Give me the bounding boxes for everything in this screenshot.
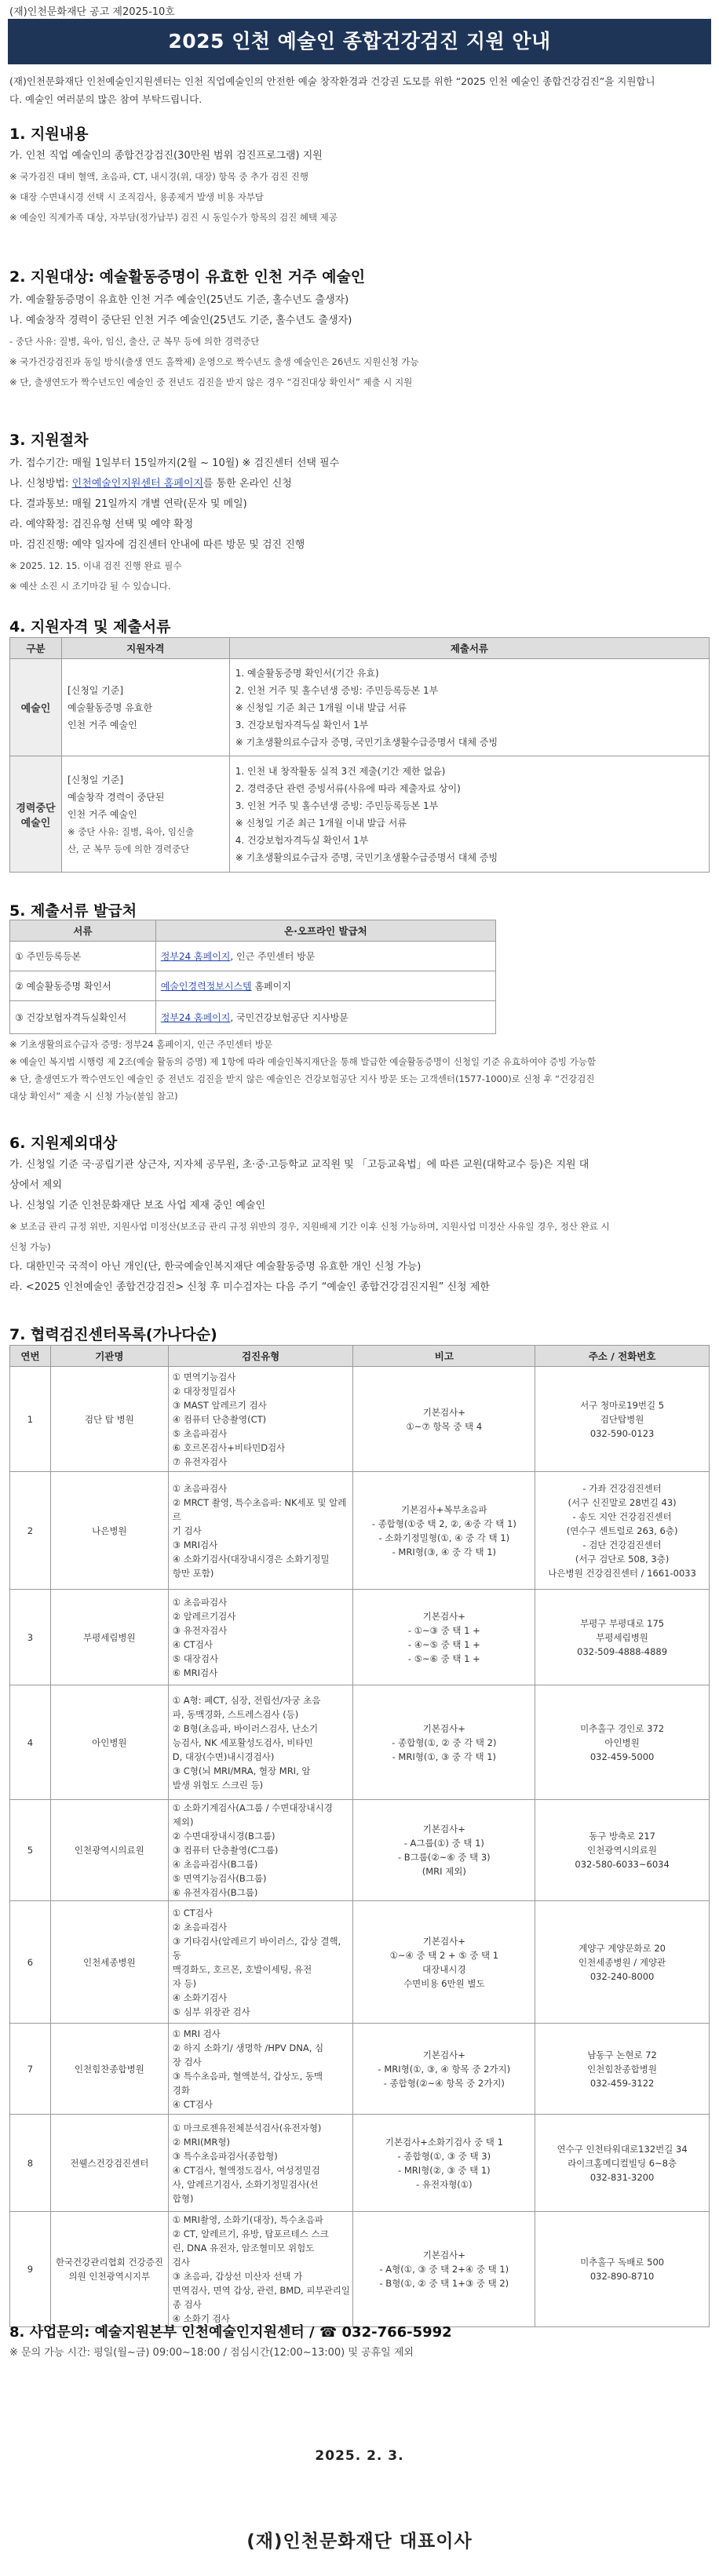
page-title: 2025 인천 예술인 종합건강검진 지원 안내: [8, 19, 711, 64]
remark-line: 수면비용 6만원 별도: [403, 1977, 485, 1989]
row-documents: [229, 659, 709, 756]
center-address: [535, 1590, 710, 1685]
center-name: 한국건강관리협회 건강증진의원 인천광역시지부: [50, 2212, 168, 2327]
eligibility-line: 나. 예술창작 경력이 중단된 인천 거주 예술인(25년도 기준, 홀수년도 출생자): [9, 315, 352, 326]
exam-type-line: ⑤ 면역기능검사(B그룹): [172, 1873, 267, 1884]
remark-line: - MRI형(①, ③, ④ 항목 중 2가지): [378, 2063, 511, 2075]
section-exclusions-body: [9, 1155, 710, 1298]
exam-type-line: ③ 컴퓨터 단층촬영(C그룹): [172, 1845, 279, 1856]
qual-line: ※ 중단 사유: 질병, 육아, 임신출: [67, 825, 195, 837]
exam-type-line: ② 초음파검사: [172, 1921, 228, 1933]
center-number: 8: [10, 2115, 51, 2212]
centers-table: [9, 1345, 710, 2327]
issuer-notes: [9, 1036, 710, 1105]
address-line: 032-459-5000: [589, 1751, 655, 1762]
table-header-row: [10, 920, 496, 942]
center-exam-types: [168, 1472, 353, 1590]
address-line: 부평구 부평대로 175: [580, 1617, 665, 1629]
issuer-place: [155, 971, 495, 1001]
notice-number: (재)인천문화재단 공고 제2025-10호: [9, 6, 175, 18]
address-line: 연수구 인천타워대로132번길 34: [557, 2143, 688, 2155]
exam-type-line: ④ CT검사, 혈액정도검사, 여성정밀검: [172, 2164, 320, 2176]
doc-line: ※ 신청일 기준 최근 1개월 이내 발급 서류: [235, 817, 407, 829]
doc-line: 1. 예술활동증명 확인서(기간 유효): [235, 667, 379, 679]
support-line: 가. 인천 직업 예술인의 종합건강검진(30만원 범위 검진프로그램) 지원: [9, 150, 323, 162]
table-header: 기관명: [50, 1346, 168, 1367]
center-exam-types: [168, 1685, 353, 1800]
exam-type-line: 사, 알레르기검사, 소화기정밀검사(선: [172, 2178, 319, 2190]
exam-type-line: ② 알레르기검사: [172, 1610, 236, 1622]
remark-line: - ④~⑤ 중 택 1 +: [407, 1638, 480, 1650]
center-name: 부평세림병원: [50, 1590, 168, 1685]
exam-type-line: 파, 동맥경화, 스트레스검사 (등): [172, 1708, 299, 1720]
center-number: 6: [10, 1901, 51, 2024]
exam-type-line: 제외): [172, 1816, 194, 1827]
procedure-line: 가. 접수기간: 매월 1일부터 15일까지(2월 ~ 10월) ※ 검진센터 선택 필수: [9, 457, 340, 469]
qual-line: [신청일 기준]: [67, 774, 124, 785]
exam-type-line: 항만 포함): [172, 1567, 214, 1579]
exam-type-line: ⑦ 유전자검사: [172, 1456, 228, 1467]
gov24-link[interactable]: 정부24 홈페이지: [160, 951, 231, 962]
center-remarks: [353, 1800, 535, 1901]
qual-line: 예술창작 경력이 중단된: [67, 791, 165, 803]
address-line: 계양구 계양문화로 20: [578, 1942, 666, 1954]
address-line: 032-459-3122: [589, 2077, 655, 2089]
center-number: 3: [10, 1590, 51, 1685]
centers-table-body: [10, 1367, 710, 2327]
address-line: - 송도 지안 건강검진센터: [572, 1510, 672, 1522]
address-line: 남동구 논현로 72: [587, 2049, 657, 2060]
table-row: [10, 1800, 710, 1901]
issuer-doc: ② 예술활동증명 확인서: [10, 971, 156, 1001]
doc-line: 1. 인천 내 창작활동 실적 3건 제출(기간 제한 없음): [235, 765, 446, 777]
center-name: 전웰스건강검진센터: [50, 2115, 168, 2212]
exclusion-note: 신청 가능): [9, 1241, 51, 1252]
center-exam-types: [168, 1901, 353, 2024]
exam-type-line: ② B형(초음파, 바이러스검사, 난소기: [172, 1722, 319, 1734]
row-type: 예술인: [10, 659, 62, 756]
address-line: 검단탑병원: [600, 1413, 644, 1425]
remark-line: - 종합형(②~④ 항목 중 2가지): [383, 2077, 505, 2089]
section-title-eligibility: 2. 지원대상: 예술활동증명이 유효한 인천 거주 예술인: [9, 268, 366, 286]
table-header: 서류: [10, 920, 156, 942]
issuer-signature: (재)인천문화재단 대표이사: [246, 2531, 473, 2552]
notice-date: 2025. 2. 3.: [315, 2448, 404, 2464]
qual-line: [신청일 기준]: [67, 684, 124, 696]
qual-line: 산, 군 복무 등에 의한 경력중단: [67, 843, 190, 854]
center-name: 인천힘찬종합병원: [50, 2024, 168, 2115]
section-contact: [9, 2323, 710, 2363]
table-header: 지원자격: [61, 638, 229, 659]
remark-line: ①~④ 중 택 2 + ⑤ 중 택 1: [389, 1949, 499, 1961]
issuer-rest: , 국민건강보험공단 지사방문: [230, 1012, 349, 1023]
procedure-line: 마. 검진진행: 예약 일자에 검진센터 안내에 따른 방문 및 검진 진행: [9, 539, 305, 551]
remark-line: - MRI형(③, ④ 중 각 택 1): [392, 1546, 497, 1558]
exam-type-line: ④ 컴퓨터 단층촬영(CT): [172, 1413, 267, 1425]
center-exam-types: [168, 1800, 353, 1901]
exam-type-line: ② CT, 알레르기, 유방, 탑포르테스 스크: [172, 2228, 329, 2239]
doc-line: 2. 인천 거주 및 홀수년생 증빙: 주민등록등본 1부: [235, 684, 439, 696]
center-address: [535, 1901, 710, 2024]
intro-text: [9, 72, 710, 108]
procedure-note: ※ 예산 소진 시 조기마감 될 수 있습니다.: [9, 581, 171, 592]
remark-line: - A형(①, ③ 중 택 2+④ 중 택 1): [379, 2264, 509, 2275]
table-row: [10, 2115, 710, 2212]
artist-career-system-link[interactable]: 예술인경력정보시스템: [160, 981, 252, 992]
address-line: 032-831-3200: [589, 2171, 655, 2183]
center-exam-types: [168, 2212, 353, 2327]
exam-type-line: ⑤ 심부 위장관 검사: [172, 2006, 250, 2017]
eligibility-line: 가. 예술활동증명이 유효한 인천 거주 예술인(25년도 기준, 홀수년도 출생자): [9, 294, 349, 306]
address-line: 부평세림병원: [596, 1631, 648, 1643]
qual-line: 인천 거주 예술인: [67, 808, 137, 820]
exam-type-line: 면역검사, 면역 갑상, 관련, BMD, 피부관리일종 검사: [172, 2285, 350, 2310]
exclusion-line: 다. 대한민국 국적이 아닌 개인(단, 한국예술인복지재단 예술활동증명 유효한 개인 신청 가능): [9, 1261, 422, 1273]
exam-type-line: ① 마크로젠유전체분석검사(유전자형): [172, 2122, 322, 2133]
exclusion-line: 상에서 제외: [9, 1179, 62, 1191]
center-number: 7: [10, 2024, 51, 2115]
section-procedure-body: [9, 454, 710, 596]
center-address: [535, 1367, 710, 1472]
exclusion-line: 가. 신청일 기준 국·공립기관 상근자, 지자체 공무원, 초·중·고등학교 교직원 및 「고등교육법」에 따른 교원(대학교수 등)은 지원 대: [9, 1159, 589, 1171]
center-exam-types: [168, 2115, 353, 2212]
exam-type-line: ③ 특수초음파, 혈액분석, 갑상도, 동맥: [172, 2070, 323, 2082]
address-line: 032-580-6033~6034: [575, 1859, 670, 1870]
table-header-row: [10, 1346, 710, 1367]
address-line: 032-240-8000: [589, 1970, 655, 1982]
exam-type-line: ⑤ 대장검사: [172, 1652, 219, 1664]
center-remarks: [353, 1472, 535, 1590]
doc-line: ※ 기초생활의료수급자 증명, 국민기초생활수급증명서 대체 증빙: [235, 851, 498, 863]
exam-type-line: ① 초음파검사: [172, 1482, 228, 1494]
exam-type-line: ④ 초음파검사(B그룹): [172, 1859, 258, 1870]
center-number: 4: [10, 1685, 51, 1800]
issuer-table: [9, 920, 496, 1034]
center-address: [535, 1472, 710, 1590]
exam-type-line: 기 검사: [172, 1525, 202, 1536]
eligibility-note: ※ 국가건강검진과 동일 방식(출생 연도 홀짝제) 운영으로 짝수년도 출생 예술인은 26년도 지원신청 가능: [9, 356, 419, 367]
gov24-link[interactable]: 정부24 홈페이지: [160, 1012, 231, 1023]
doc-line: ※ 기초생활의료수급자 증명, 국민기초생활수급증명서 대체 증빙: [235, 736, 498, 748]
exam-type-line: 합형): [172, 2192, 194, 2204]
issuer-note: ※ 예술인 복지법 시행령 제 2조(예술 활동의 증명) 제 1항에 따라 예술인복지재단을 통해 발급한 예술활동증명이 신청일 기준 유효하여야 증빙 가능함: [9, 1056, 597, 1067]
center-address: [535, 2115, 710, 2212]
apply-suffix: 를 통한 온라인 신청: [203, 478, 292, 490]
exam-type-line: ③ C형(뇌 MRI/MRA, 혈장 MRI, 암: [172, 1765, 311, 1776]
procedure-line: 라. 예약확정: 검진유형 선택 및 예약 확정: [9, 519, 194, 530]
exam-type-line: ③ 기타검사(알레르기 바이러스, 갑상 결핵, 동: [172, 1935, 341, 1961]
remark-line: 기본검사+복부초음파: [401, 1503, 487, 1515]
procedure-line: 다. 결과통보: 매월 21일까지 개별 연락(문자 및 메일): [9, 498, 247, 510]
section-support-body: [9, 146, 710, 228]
exam-type-line: ① A형: 폐CT, 심장, 전립선/자궁 초음: [172, 1694, 321, 1706]
table-row: [10, 1901, 710, 2024]
exam-type-line: ③ 초음파, 갑상선 미산자 선택 가: [172, 2271, 303, 2282]
exam-type-line: ① 면역기능검사: [172, 1371, 236, 1383]
center-remarks: [353, 1685, 535, 1800]
exam-type-line: 장 검사: [172, 2056, 202, 2068]
remark-line: - A그룹(①) 중 택 1): [403, 1838, 484, 1849]
exam-type-line: ① MRI 검사: [172, 2028, 221, 2039]
intro-line: (재)인천문화재단 인천예술인지원센터는 인천 직업예술인의 안전한 예술 창작환경과 건강권 도모를 위한 “2025 인천 예술인 종합건강검진”을 지원합니: [9, 75, 655, 87]
address-line: - 검단 건강검진센터: [582, 1539, 662, 1550]
support-note: ※ 국가검진 대비 혈액, 초음파, CT, 내시경(위, 대장) 항목 중 추가 검진 진행: [9, 171, 308, 182]
table-header: 온·오프라인 발급처: [155, 920, 495, 942]
contact-line: 8. 사업문의: 예술지원본부 인천예술인지원센터 / ☎ 032-766-5992: [9, 2324, 452, 2341]
section-title-centers: 7. 협력검진센터목록(가나다순): [9, 1326, 217, 1343]
remark-line: - MRI형(①, ③ 중 각 택 1): [392, 1751, 497, 1762]
issuer-note: ※ 기초생활의료수급자 증명: 정부24 홈페이지, 인근 주민센터 방문: [9, 1039, 273, 1050]
exam-type-line: ① MRI촬영, 소화기(대장), 특수초음파: [172, 2214, 323, 2225]
table-row: [10, 1001, 496, 1034]
center-number: 2: [10, 1472, 51, 1590]
table-row: [10, 1590, 710, 1685]
remark-line: 기본검사+: [422, 1824, 465, 1835]
address-line: 032-890-8710: [589, 2271, 655, 2282]
issuer-doc: ③ 건강보험자격득실확인서: [10, 1001, 156, 1034]
contact-note: ※ 문의 가능 시간: 평일(월~금) 09:00~18:00 / 점심시간(12:00~13:00) 및 공휴일 제외: [9, 2347, 414, 2359]
exam-type-line: ④ 소화기검사(대장내시경은 소화기정밀: [172, 1553, 330, 1565]
center-number: 5: [10, 1800, 51, 1901]
exam-type-line: 경화: [172, 2084, 190, 2096]
remark-line: - 종합형(①, ③ 중 택 3): [397, 2150, 491, 2162]
table-row: [10, 971, 496, 1001]
intro-line: 다. 예술인 여러분의 많은 참여 부탁드립니다.: [9, 93, 203, 105]
exclusion-note: ※ 보조금 관리 규정 위반, 지원사업 미정산(보조금 관리 규정 위반의 경우, 지원배제 기간 이후 신청 가능하며, 지원사업 미정산 사유일 경우, 정산 완료 시: [9, 1221, 610, 1232]
center-number: 1: [10, 1367, 51, 1472]
address-line: 미추홀구 독배로 500: [580, 2257, 665, 2268]
issuer-doc: ① 주민등록등본: [10, 942, 156, 971]
qual-line: 인천 거주 예술인: [67, 719, 137, 731]
address-line: 서구 청마로19번길 5: [580, 1399, 665, 1411]
doc-line: 2. 경력중단 관련 증빙서류(사유에 따라 제출자료 상이): [235, 782, 461, 794]
exam-type-line: ③ MRI검사: [172, 1539, 218, 1550]
exam-type-line: ① 소화기계검사(A그룹 / 수면대장내시경: [172, 1802, 333, 1813]
exam-type-line: ② 수면대장내시경(B그룹): [172, 1831, 276, 1842]
remark-line: 기본검사+: [422, 1722, 465, 1734]
section-title-procedure: 3. 지원절차: [9, 432, 89, 449]
remark-line: 기본검사+: [422, 2250, 465, 2261]
section-title-exclusions: 6. 지원제외대상: [9, 1135, 118, 1152]
center-name: 아인병원: [50, 1685, 168, 1800]
address-line: (연수구 센트럴로 263, 6층): [566, 1525, 678, 1536]
exclusion-line: 나. 신청일 기준 인천문화재단 보조 사업 제재 중인 예술인: [9, 1200, 266, 1211]
issuer-note: 대상 확인서” 제출 시 신청 가능(불임 참고): [9, 1091, 178, 1102]
exam-type-line: 자 등): [172, 1977, 197, 1989]
center-exam-types: [168, 1367, 353, 1472]
remark-line: 대장내시경: [422, 1963, 466, 1975]
doc-line: 3. 인천 거주 및 홀수년생 증빙: 주민등록등본 1부: [235, 800, 439, 811]
table-row: [10, 659, 710, 756]
exam-type-line: ② 하지 소화기/ 생명학 /HPV DNA, 심: [172, 2042, 324, 2053]
exam-type-line: ④ CT검사: [172, 2098, 213, 2110]
center-address: [535, 1800, 710, 1901]
section-eligibility-body: [9, 290, 710, 392]
remark-line: - ①~③ 중 택 1 +: [407, 1624, 480, 1636]
remark-line: 기본검사+: [422, 1610, 465, 1622]
address-line: 아인병원: [604, 1736, 640, 1748]
table-row: [10, 1685, 710, 1800]
exam-type-line: 검사: [172, 2257, 190, 2268]
table-header: 연번: [10, 1346, 51, 1367]
exam-type-line: ⑥ MRI검사: [172, 1667, 218, 1678]
table-header: 검진유형: [168, 1346, 353, 1367]
exam-type-line: ④ 소화기 검사: [172, 2313, 230, 2324]
remark-line: - MRI형(②, ③ 중 택 1): [398, 2164, 491, 2176]
remark-line: - B형(①, ② 중 택 1+③ 중 택 2): [379, 2278, 509, 2289]
row-qualification: [61, 659, 229, 756]
center-exam-types: [168, 1590, 353, 1685]
eligibility-note: - 중단 사유: 질병, 육아, 임신, 출산, 군 복무 등에 의한 경력중단: [9, 336, 260, 347]
remark-line: - 종합형(①, ② 중 각 택 2): [392, 1736, 497, 1748]
exam-type-line: ③ MAST 알레르기 검사: [172, 1399, 267, 1411]
procedure-line-apply: [9, 474, 710, 494]
section-title-qualification: 4. 지원자격 및 제출서류: [9, 618, 171, 636]
remark-line: 기본검사+: [422, 1935, 465, 1947]
section-title-support: 1. 지원내용: [9, 126, 89, 143]
center-homepage-link[interactable]: 인천예술인지원센터 홈페이지: [71, 478, 203, 490]
table-row: [10, 1472, 710, 1590]
center-address: [535, 2024, 710, 2115]
exclusion-line: 라. <2025 인천예술인 종합건강검진> 신청 후 미수검자는 다음 주기 “예술인 종합건강검진지원” 신청 제한: [9, 1281, 490, 1293]
doc-line: 4. 건강보험자격득실 확인서 1부: [235, 834, 369, 846]
qualification-table: [9, 637, 710, 873]
exam-type-line: ④ 소화기검사: [172, 1991, 228, 2003]
address-line: (서구 신진말로 28번길 43): [568, 1496, 677, 1508]
center-name: 나은병원: [50, 1472, 168, 1590]
center-remarks: [353, 2115, 535, 2212]
center-address: [535, 1685, 710, 1800]
doc-line: 3. 건강보험자격득실 확인서 1부: [235, 719, 369, 731]
address-line: (서구 검단로 508, 3층): [575, 1553, 670, 1565]
table-row: [10, 942, 496, 971]
exam-type-line: ⑤ 초음파검사: [172, 1427, 228, 1439]
remark-line: - ⑤~⑥ 중 택 1 +: [407, 1652, 480, 1664]
exam-type-line: ① CT검사: [172, 1907, 213, 1918]
center-name: 인천광역시의료원: [50, 1800, 168, 1901]
center-number: 9: [10, 2212, 51, 2327]
address-line: - 가좌 건강검진센터: [582, 1482, 662, 1494]
center-address: [535, 2212, 710, 2327]
address-line: 인천세종병원 / 계양관: [578, 1956, 666, 1968]
doc-line: ※ 신청일 기준 최근 1개월 이내 발급 서류: [235, 701, 407, 713]
exam-type-line: ③ 유전자검사: [172, 1624, 228, 1636]
section-title-issuers: 5. 제출서류 발급처: [9, 902, 137, 920]
table-header: 제출서류: [229, 638, 709, 659]
remark-line: 기본검사+: [422, 1406, 465, 1418]
table-header: 구분: [10, 638, 62, 659]
center-remarks: [353, 1901, 535, 2024]
center-name: 인천세종병원: [50, 1901, 168, 2024]
address-line: 032-509-4888-4889: [577, 1645, 668, 1657]
address-line: 032-590-0123: [589, 1427, 655, 1439]
remark-line: - 유전자형(①): [416, 2178, 473, 2190]
remark-line: - 소화기정밀형(①, ④ 중 각 택 1): [378, 1532, 510, 1543]
exam-type-line: ② MRCT 촬영, 특수초음파: NK세포 및 알레르: [172, 1496, 347, 1522]
exam-type-line: ④ CT검사: [172, 1638, 213, 1650]
table-row: [10, 1367, 710, 1472]
support-note: ※ 대장 수면내시경 선택 시 조직검사, 용종제거 발생 비용 자부담: [9, 191, 264, 202]
issuer-place: [155, 942, 495, 971]
exam-type-line: ② 대장정밀검사: [172, 1385, 236, 1397]
exam-type-line: ③ 특수초음파검사(종합형): [172, 2150, 278, 2162]
center-remarks: [353, 2212, 535, 2327]
apply-prefix: 나. 신청방법:: [9, 478, 72, 490]
row-qualification: [61, 756, 229, 873]
remark-line: - 종합형(①중 택 2, ②, ④중 각 택 1): [371, 1518, 516, 1529]
center-remarks: [353, 2024, 535, 2115]
exam-type-line: ① 초음파검사: [172, 1596, 228, 1608]
address-line: 동구 방축로 217: [589, 1831, 655, 1842]
issuer-place: [155, 1001, 495, 1034]
table-header-row: [10, 638, 710, 659]
center-name: 검단 탑 병원: [50, 1367, 168, 1472]
issuer-rest: 홈페이지: [251, 981, 291, 992]
table-header: 비고: [353, 1346, 535, 1367]
address-line: 미추홀구 경인로 372: [580, 1722, 665, 1734]
table-row: [10, 2212, 710, 2327]
center-exam-types: [168, 2024, 353, 2115]
center-remarks: [353, 1590, 535, 1685]
procedure-note: ※ 2025. 12. 15. 이내 검진 진행 완료 필수: [9, 560, 182, 571]
remark-line: - B그룹(②~⑥ 중 택 3): [398, 1852, 491, 1863]
qual-line: 예술활동증명 유효한: [67, 701, 153, 713]
exam-type-line: 맥경화도, 호르몬, 호발이세팅, 유전: [172, 1963, 312, 1975]
exam-type-line: D, 대장(수면)내시경검사): [172, 1751, 275, 1762]
exam-type-line: 린, DNA 유전자, 암조혈미모 위험도: [172, 2243, 315, 2254]
remark-line: 기본검사+소화기검사 중 택 1: [385, 2136, 503, 2148]
address-line: 나은병원 건강검진센터 / 1661-0033: [548, 1567, 696, 1579]
row-type: 경력중단 예술인: [10, 756, 62, 873]
exam-type-line: ⑥ 유전자검사(B그룹): [172, 1887, 258, 1898]
table-header: 주소 / 전화번호: [535, 1346, 710, 1367]
remark-line: 기본검사+: [422, 2049, 465, 2060]
exam-type-line: ⑥ 호르몬검사+비타민D검사: [172, 1441, 286, 1453]
row-documents: [229, 756, 709, 873]
support-note: ※ 예술인 직계가족 대상, 자부담(정가납부) 검진 시 동일수가 항목의 검진 혜택 제공: [9, 212, 338, 223]
issuer-note: ※ 단, 출생연도가 짝수연도인 예술인 중 전년도 검진을 받지 않은 예술인은 건강보험공단 지사 방문 또는 고객센터(1577-1000)로 신청 후 “건강검진: [9, 1073, 595, 1084]
address-line: 라이크홈메디컬빌딩 6~8층: [568, 2157, 677, 2169]
issuer-rest: , 인근 주민센터 방문: [230, 951, 316, 962]
remark-line: ①~⑦ 항목 중 택 4: [406, 1420, 483, 1432]
eligibility-note: ※ 단, 출생연도가 짝수년도인 예술인 중 전년도 검진을 받지 않은 경우 “검진대상 확인서” 제출 시 지원: [9, 377, 413, 388]
table-row: [10, 756, 710, 873]
exam-type-line: 능검사, NK 세포활성도검사, 비타민: [172, 1736, 313, 1748]
table-row: [10, 2024, 710, 2115]
center-remarks: [353, 1367, 535, 1472]
exam-type-line: ② MRI(MR형): [172, 2136, 230, 2148]
address-line: 인천힘찬종합병원: [587, 2063, 658, 2075]
exam-type-line: 발생 위험도 스크린 등): [172, 1779, 264, 1791]
remark-line: (MRI 제외): [422, 1866, 466, 1877]
address-line: 인천광역시의료원: [587, 1845, 658, 1856]
